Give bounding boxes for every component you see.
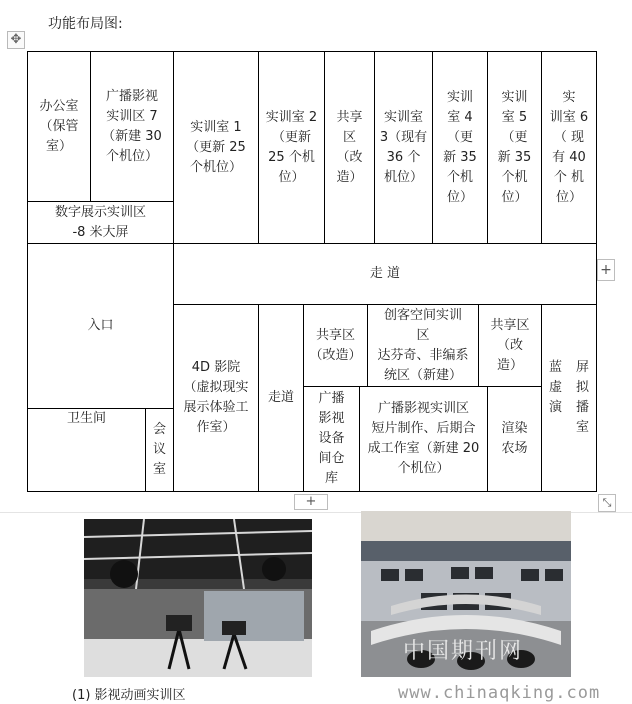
film-animation-studio-photo [84,519,312,677]
move-icon[interactable]: ✥ [7,31,25,49]
resize-icon[interactable]: ⤡ [598,494,616,512]
photo-caption: (1) 影视动画实训区 [72,688,186,703]
watermark-logo: 中国期刊网 [403,639,524,664]
room7-cell: 广播影视 实训区 7 （新建 30 个机位） [102,88,162,164]
room5-cell: 实训 室 5 （更 新 35 个机 位） [497,89,532,205]
corridor-cell: 走道 [267,390,294,405]
share1-cell: 共享 区 （改 造） [336,109,363,185]
room4-cell: 实训 室 4 （更 新 35 个机 位） [443,89,477,205]
share2-cell: 共享区 （改造） [309,327,362,363]
watermark-url: www.chinaqking.com [398,683,601,703]
postproduction-cell: 广播影视实训区 短片制作、后期合 成工作室（新建 20 个机位） [367,401,480,476]
room3-cell: 实训室 3（现有 36 个 机位） [379,109,428,185]
toilet-cell: 卫生间 [66,411,106,426]
office-cell: 办公室 （保管 室） [39,98,79,154]
4d-cinema-cell: 4D 影院 （虚拟现实 展示体验工 作室） [183,360,249,435]
room6-cell: 实 训室 6 （ 现 有 40 个 机 位） [549,89,589,205]
maker-space-cell: 创客空间实训 区 达芬奇、非编系 统区（新建） [377,307,469,383]
meeting-room-cell: 会 议 室 [152,422,166,477]
add-column-icon[interactable]: + [294,494,328,510]
render-farm-cell: 渲染 农场 [501,421,528,456]
room1-cell: 实训室 1 （更新 25 个机位） [186,119,246,175]
room2-cell: 实训室 2 （更新 25 个机 位） [265,109,318,185]
equipment-storage-cell: 广播 影视 设备 间仓 库 [318,391,345,486]
digital-display-cell: 数字展示实训区 -8 米大屏 [54,204,146,240]
document-title: 功能布局图: [48,16,123,32]
bluescreen-studio-cell: 蓝 虚 演 屏 拟 播 室 [548,360,590,435]
entrance-cell: 入口 [87,318,114,333]
add-row-icon[interactable]: + [597,259,615,281]
share3-cell: 共享区 （改 造） [490,317,530,373]
main-corridor-cell: 走 道 [369,266,401,281]
